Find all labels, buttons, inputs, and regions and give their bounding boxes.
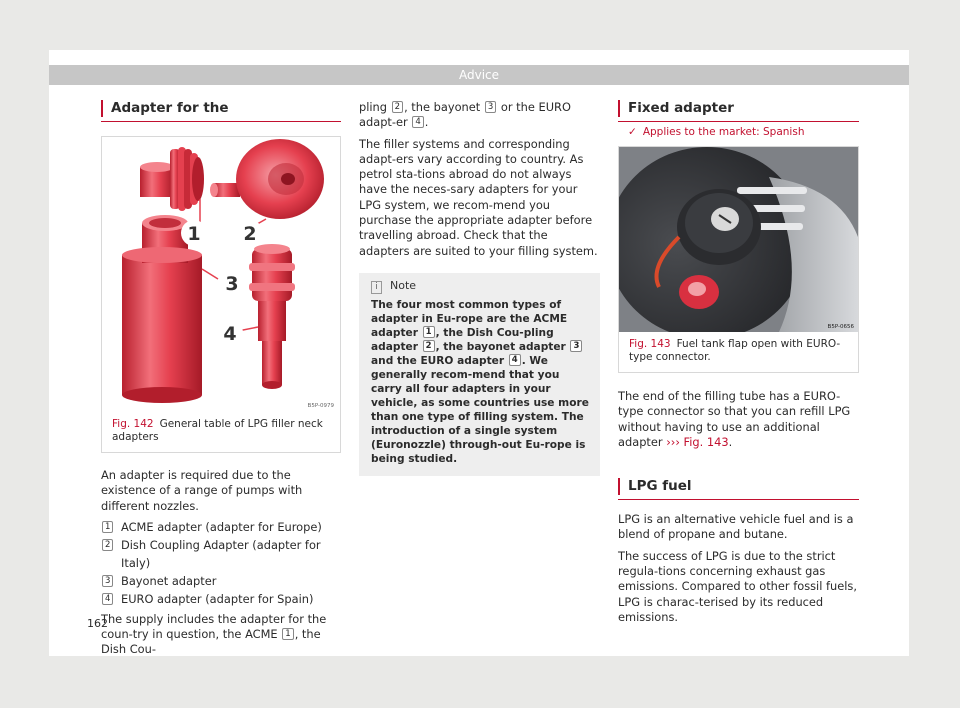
- text-fragment: , the bayonet: [404, 100, 481, 114]
- figure-caption-text: General table of LPG filler neck adapters: [112, 418, 323, 443]
- continuation-paragraph: [359, 100, 600, 131]
- text-fragment: pling: [359, 100, 388, 114]
- figure-143-caption: [619, 332, 858, 372]
- adapter-list: [101, 518, 341, 608]
- section-title-lpg-fuel: LPG fuel: [618, 478, 859, 498]
- chapter-header: Advice: [49, 65, 909, 85]
- figure-link[interactable]: ››› Fig. 143: [666, 434, 729, 449]
- svg-text:4: 4: [223, 323, 237, 345]
- supply-paragraph: [101, 612, 341, 658]
- market-text: Applies to the market: Spanish: [642, 126, 805, 138]
- list-item: [101, 590, 341, 608]
- right-column: [618, 100, 859, 625]
- list-item-text: Bayonet adapter: [121, 573, 217, 588]
- figure-142-caption: [102, 412, 340, 452]
- left-column: [101, 100, 341, 658]
- figure-143: [618, 146, 859, 373]
- svg-text:1: 1: [187, 223, 201, 245]
- paragraph-text: The end of the filling tube has a EURO-type connector so that you can refill LPG without having to use an additional adapter: [618, 389, 851, 449]
- number-badge: 4: [412, 116, 423, 128]
- text-fragment: .: [424, 115, 429, 130]
- note-fragment: and the EURO adapter: [371, 354, 505, 367]
- list-item-text: EURO adapter (adapter for Spain): [121, 591, 314, 606]
- note-fragment: The four most common types of adapter in Eu-rope are the ACME adapter: [371, 298, 568, 339]
- supply-text-a: The supply includes the adapter for the coun-try in question, the ACME: [101, 611, 327, 642]
- figure-caption-text: Fuel tank flap open with EURO-type connector.: [629, 338, 841, 363]
- page-number: 162: [87, 617, 108, 630]
- note-title: Note: [390, 278, 417, 292]
- supply-text-b: , the Dish Cou-: [101, 627, 321, 657]
- intro-paragraph: An adapter is required due to the existence of a range of pumps with different nozzles.: [101, 468, 303, 513]
- number-badge: 2: [392, 101, 403, 113]
- lpg-definition-paragraph: LPG is an alternative vehicle fuel and is a blend of propane and butane.: [618, 512, 854, 542]
- note-header: [371, 279, 590, 294]
- adapters-svg: [102, 137, 340, 412]
- number-badge: 1: [282, 628, 293, 640]
- fuel-flap-photo: [619, 147, 858, 332]
- callout-2: [237, 220, 263, 246]
- number-badge: 4: [509, 354, 521, 366]
- section-title-fixed-adapter: Fixed adapter: [618, 100, 859, 120]
- adapters-illustration: [102, 137, 340, 412]
- list-item-text: Dish Coupling Adapter (adapter for Italy): [121, 537, 321, 570]
- euro-connector-paragraph: [618, 389, 859, 450]
- text-fragment: or the EURO adapt-er: [359, 100, 571, 130]
- number-badge: 1: [102, 521, 113, 533]
- paragraph-text: .: [728, 434, 733, 449]
- figure-code: B5P-0979: [307, 403, 334, 409]
- note-fragment: , the bayonet adapter: [435, 340, 566, 353]
- number-badge: 1: [423, 326, 435, 338]
- note-box: [359, 273, 600, 476]
- figure-142: [101, 136, 341, 453]
- acme-adapter-shape: [140, 147, 204, 211]
- number-badge: 3: [485, 101, 496, 113]
- number-badge: 2: [102, 539, 113, 551]
- list-item: [101, 518, 341, 536]
- filler-systems-paragraph: The filler systems and corresponding adapt-ers vary according to country. As petrol sta-tions abroad do not always have the neces-sary adapters for your LPG system, we recom-mend you purchase the appropriate adapter before travelling abroad. Check that the adapters are suited to your filling system.: [359, 136, 598, 258]
- list-item: [101, 536, 341, 572]
- section-title-adapter: Adapter for the: [101, 100, 341, 120]
- note-text: [371, 298, 590, 466]
- euro-adapter-shape: [249, 244, 295, 389]
- figure-label: Fig. 143: [629, 338, 671, 350]
- lpg-success-paragraph: The success of LPG is due to the strict regula-tions concerning exhaust gas emissions. Compared to other fossil fuels, LPG is charac-terised by its reduced emissions.: [618, 548, 857, 624]
- svg-text:2: 2: [243, 223, 257, 245]
- info-icon: i: [371, 281, 382, 294]
- fuel-flap-svg: [619, 147, 858, 332]
- dish-adapter-shape: [210, 139, 324, 219]
- market-note: [618, 126, 859, 138]
- figure-label: Fig. 142: [112, 418, 154, 430]
- callout-1: [181, 220, 207, 246]
- number-badge: 3: [102, 575, 113, 587]
- number-badge: 4: [102, 593, 113, 605]
- check-icon: ✓: [628, 126, 637, 138]
- list-item: [101, 572, 341, 590]
- number-badge: 2: [423, 340, 435, 352]
- list-item-text: ACME adapter (adapter for Europe): [121, 519, 322, 534]
- svg-text:3: 3: [225, 273, 239, 295]
- callout-4: [217, 320, 243, 346]
- figure-code: B5P-0656: [827, 324, 854, 330]
- middle-column: [359, 100, 600, 476]
- note-fragment: , the Dish Cou-pling adapter: [371, 326, 554, 353]
- number-badge: 3: [570, 340, 582, 352]
- note-fragment: . We generally recom-mend that you carry all four adapters in your vehicle, as some countries use more than one type of filling system. The introduction of a single system (Euronozzle) through-out Eu-rope is being studied.: [371, 354, 589, 465]
- callout-3: [219, 270, 245, 296]
